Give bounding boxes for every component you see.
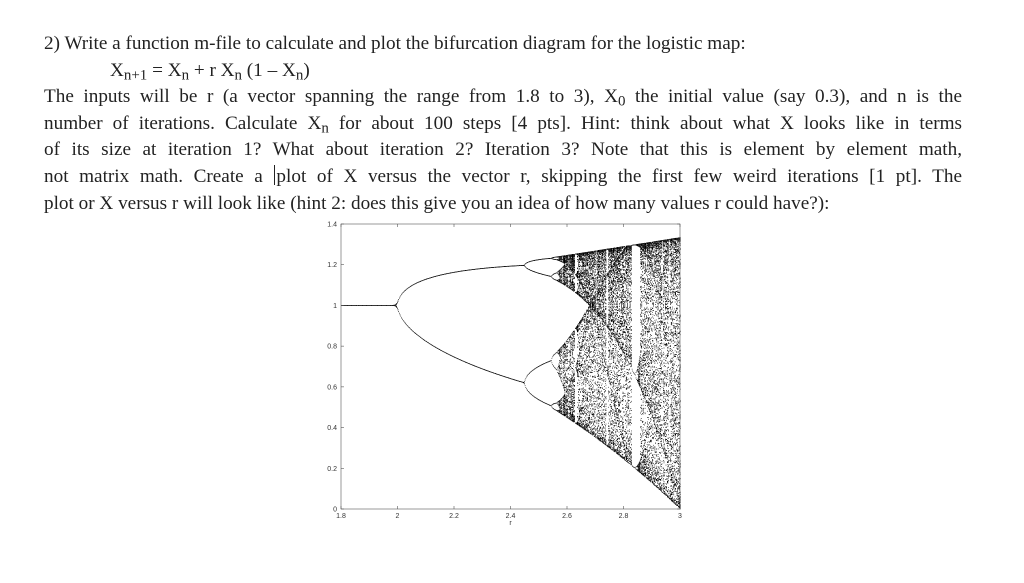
eq-term3-sub: n: [295, 66, 304, 83]
paragraph-line-5: plot or X versus r will look like (hint 2: does this give you an idea of how many values r could have?):: [44, 192, 830, 214]
eq-sign: =: [152, 59, 163, 81]
logistic-equation: [44, 58, 962, 85]
y-tick-label: 1.4: [327, 221, 337, 229]
paragraph-line-4: [44, 164, 962, 191]
para-l1-sub: 0: [618, 93, 626, 110]
problem-statement: [44, 31, 962, 217]
eq-term1: X: [167, 59, 182, 81]
eq-term2-sub: n: [234, 66, 242, 83]
y-tick-label: 0.4: [327, 425, 337, 433]
eq-lhs-sub: n+1: [123, 66, 148, 83]
y-tick-label: 1.2: [327, 262, 337, 270]
problem-header: [44, 31, 962, 58]
para-l2b-text: for about 100 steps [4 pts]. Hint: think about what X looks like in terms: [328, 112, 962, 134]
eq-paren-close: ): [303, 59, 310, 81]
eq-lhs: X: [110, 59, 124, 81]
eq-term2: X: [220, 59, 235, 81]
paragraph-line-3: of its size at iteration 1? What about iteration 2? Iteration 3? Note that this is element by element math,: [44, 139, 962, 161]
problem-prompt: Write a function m-file to calculate and plot the bifurcation diagram for the logistic map:: [64, 33, 746, 54]
para-l4b-text: plot of X versus the vector r, skipping the first few weird iterations [1 pt]. The: [276, 165, 962, 187]
data-points: [341, 238, 681, 509]
x-tick-label: 2.6: [562, 513, 572, 520]
axis-ticks: [341, 224, 680, 509]
paragraph-line-2: [44, 111, 962, 138]
bifurcation-points: [341, 238, 681, 509]
x-tick-label: 3: [678, 513, 682, 520]
eq-term1-sub: n: [181, 66, 190, 83]
x-tick-label: 2.2: [449, 513, 459, 520]
eq-term3: X: [281, 59, 296, 81]
x-axis-label: r: [509, 520, 512, 527]
y-tick-label: 0.6: [327, 384, 337, 392]
para-l4a-text: not matrix math. Create a: [44, 165, 274, 187]
y-tick-label: 0.2: [327, 465, 337, 473]
para-l2a-text: number of iterations. Calculate X: [44, 112, 322, 134]
x-tick-label: 2.8: [618, 513, 629, 520]
bifurcation-plot: [300, 215, 690, 527]
y-tick-label: 1: [333, 302, 337, 310]
x-tick-label: 1.8: [336, 513, 346, 520]
axes-box: [341, 224, 680, 509]
eq-paren-open: (1 –: [246, 59, 278, 81]
paragraph-line-1: [44, 84, 962, 111]
x-tick-label: 2.4: [505, 513, 516, 520]
eq-plus-r: + r: [193, 59, 216, 81]
x-tick-label: 2: [395, 513, 400, 520]
para-l1-text: The inputs will be r (a vector spanning the range from 1.8 to 3), X: [44, 86, 618, 108]
para-l2-sub: n: [321, 120, 329, 137]
problem-number: 2): [44, 33, 60, 54]
y-tick-label: 0.8: [327, 343, 337, 351]
para-l1b-text: the initial value (say 0.3), and n is the: [625, 86, 962, 108]
y-tick-label: 0: [333, 506, 337, 514]
